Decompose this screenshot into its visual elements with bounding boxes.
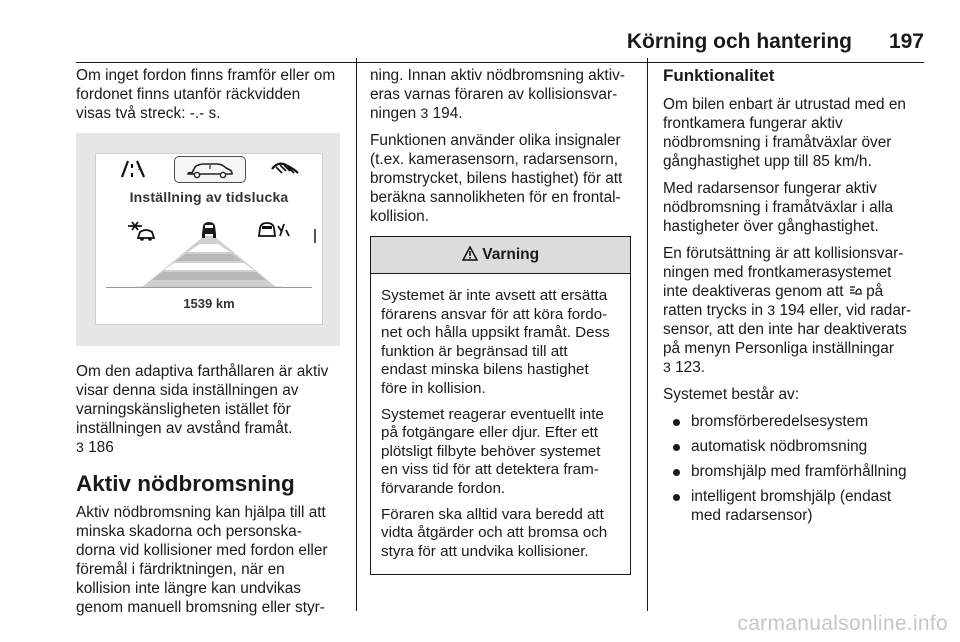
page-ref-icon: 3 — [76, 439, 84, 455]
collision-alert-button-icon — [848, 284, 862, 297]
warning-title: Varning — [482, 246, 540, 263]
page-ref-icon: 3 — [767, 302, 776, 318]
distance-bar-2 — [176, 254, 242, 261]
column-divider-1 — [356, 58, 357, 611]
continuation-paragraph: ning. Innan aktiv nödbromsning aktiv- eras varnas föraren av kollisionsvar- ningen 3 194. — [370, 67, 625, 122]
column-divider-2 — [647, 58, 648, 611]
odometer-readout: 1539 km — [183, 296, 235, 311]
display-tabs — [96, 154, 322, 184]
warning-triangle-icon — [462, 246, 478, 261]
section-heading: Aktiv nödbromsning — [76, 471, 295, 496]
list-intro: Systemet består av: — [663, 386, 800, 403]
list-item: intelligent bromshjälp (endast med radarsensor) — [663, 487, 933, 525]
warning-body: Systemet är inte avsett att ersätta förarens ansvar för att köra fordo- net och hålla uppsikt framåt. Dess funktion är begränsad till att endast minska bilens hastighet före in kollision. Systemet reagerar eventuellt inte på fotgängare eller djur. Efter ett plötsligt filbyte behöver systemet en viss tid för att detektera fram- förvarande fordon. Föraren ska alltid vara beredd att vidta åtgärder och att bromsa och styra för att undvika kollisioner. — [381, 287, 610, 560]
watermark: carmanualsonline.info — [737, 612, 948, 635]
tab-car-selected — [174, 156, 246, 183]
warning-header — [371, 237, 630, 274]
screen-divider — [106, 287, 312, 288]
column-3 — [663, 66, 933, 531]
functionality-p3: En förutsättning är att kollisionsvar- ningen med frontkamerasystemet inte deaktiveras genom att på ratten trycks in 3 194 eller, vid radar- sensor, att den inte har deaktiverats på menyn Personliga inställningar 3 123. — [663, 245, 912, 376]
inputs-paragraph: Funktionen använder olika insignaler (t.ex. kamerasensorn, radarsensorn, bromstrycket, bilens hastighet) för att beräkna sannolikheten för en frontal- kollision. — [370, 132, 623, 225]
warning-box — [370, 236, 631, 575]
list-item: bromshjälp med framförhållning — [663, 462, 933, 481]
svg-text:!: ! — [137, 163, 141, 173]
functionality-p2: Med radarsensor fungerar aktiv nödbromsning i framåtväxlar i alla hastigheter över gånghastighet. — [663, 180, 894, 235]
header-title: Körning och hantering — [626, 30, 852, 53]
lane-assist-icon — [116, 157, 152, 181]
page-number: 197 — [888, 30, 924, 53]
column-1 — [76, 66, 344, 625]
display-figure — [76, 133, 340, 346]
list-item: automatisk nödbromsning — [663, 437, 933, 456]
info-display-screen — [95, 153, 323, 325]
page-ref-icon: 3 — [420, 105, 429, 121]
car-side-icon — [175, 157, 245, 182]
list-item: bromsförberedelsesystem — [663, 412, 933, 431]
distance-bar-4 — [152, 272, 266, 280]
figure-caption: Om den adaptiva farthållaren är aktiv visar denna sida inställningen av varningskänsligheten istället för inställningen av avstånd framåt. 3 186 — [76, 363, 329, 456]
page-ref-194b[interactable]: 194 eller, vid radar- — [779, 302, 912, 319]
system-components-list — [663, 412, 933, 525]
vehicle-ahead-icon — [198, 218, 220, 240]
collision-warning-icon — [256, 218, 292, 244]
screen-title: Inställning av tidslucka — [129, 189, 289, 205]
intro-paragraph: Om inget fordon finns framför eller om fordonet finns utanför räckvidden visas två streck: -.- s. — [76, 67, 336, 122]
distance-bar-3 — [164, 263, 254, 270]
page-ref-186[interactable]: 186 — [88, 439, 114, 456]
scroll-indicator — [314, 229, 316, 243]
page-ref-194[interactable]: 194. — [432, 105, 463, 122]
page-header — [0, 22, 960, 56]
forward-alert-icon — [124, 218, 158, 244]
page-ref-123[interactable]: 123. — [675, 359, 706, 376]
header-rule — [76, 62, 924, 63]
headlight-icon — [268, 157, 302, 181]
column-2 — [370, 66, 633, 575]
section-body: Aktiv nödbromsning kan hjälpa till att minska skadorna och personska- dorna vid kollisioner med fordon eller föremål i färdriktningen, när en kollision inte längre kan undvikas genom manuell bromsning eller styr- — [76, 504, 328, 616]
functionality-p1: Om bilen enbart är utrustad med en frontkamera fungerar aktiv nödbromsning i framåtväxlar över gånghastighet upp till 85 km/h. — [663, 96, 906, 170]
functionality-heading: Funktionalitet — [663, 66, 775, 85]
page-ref-icon: 3 — [663, 359, 671, 375]
